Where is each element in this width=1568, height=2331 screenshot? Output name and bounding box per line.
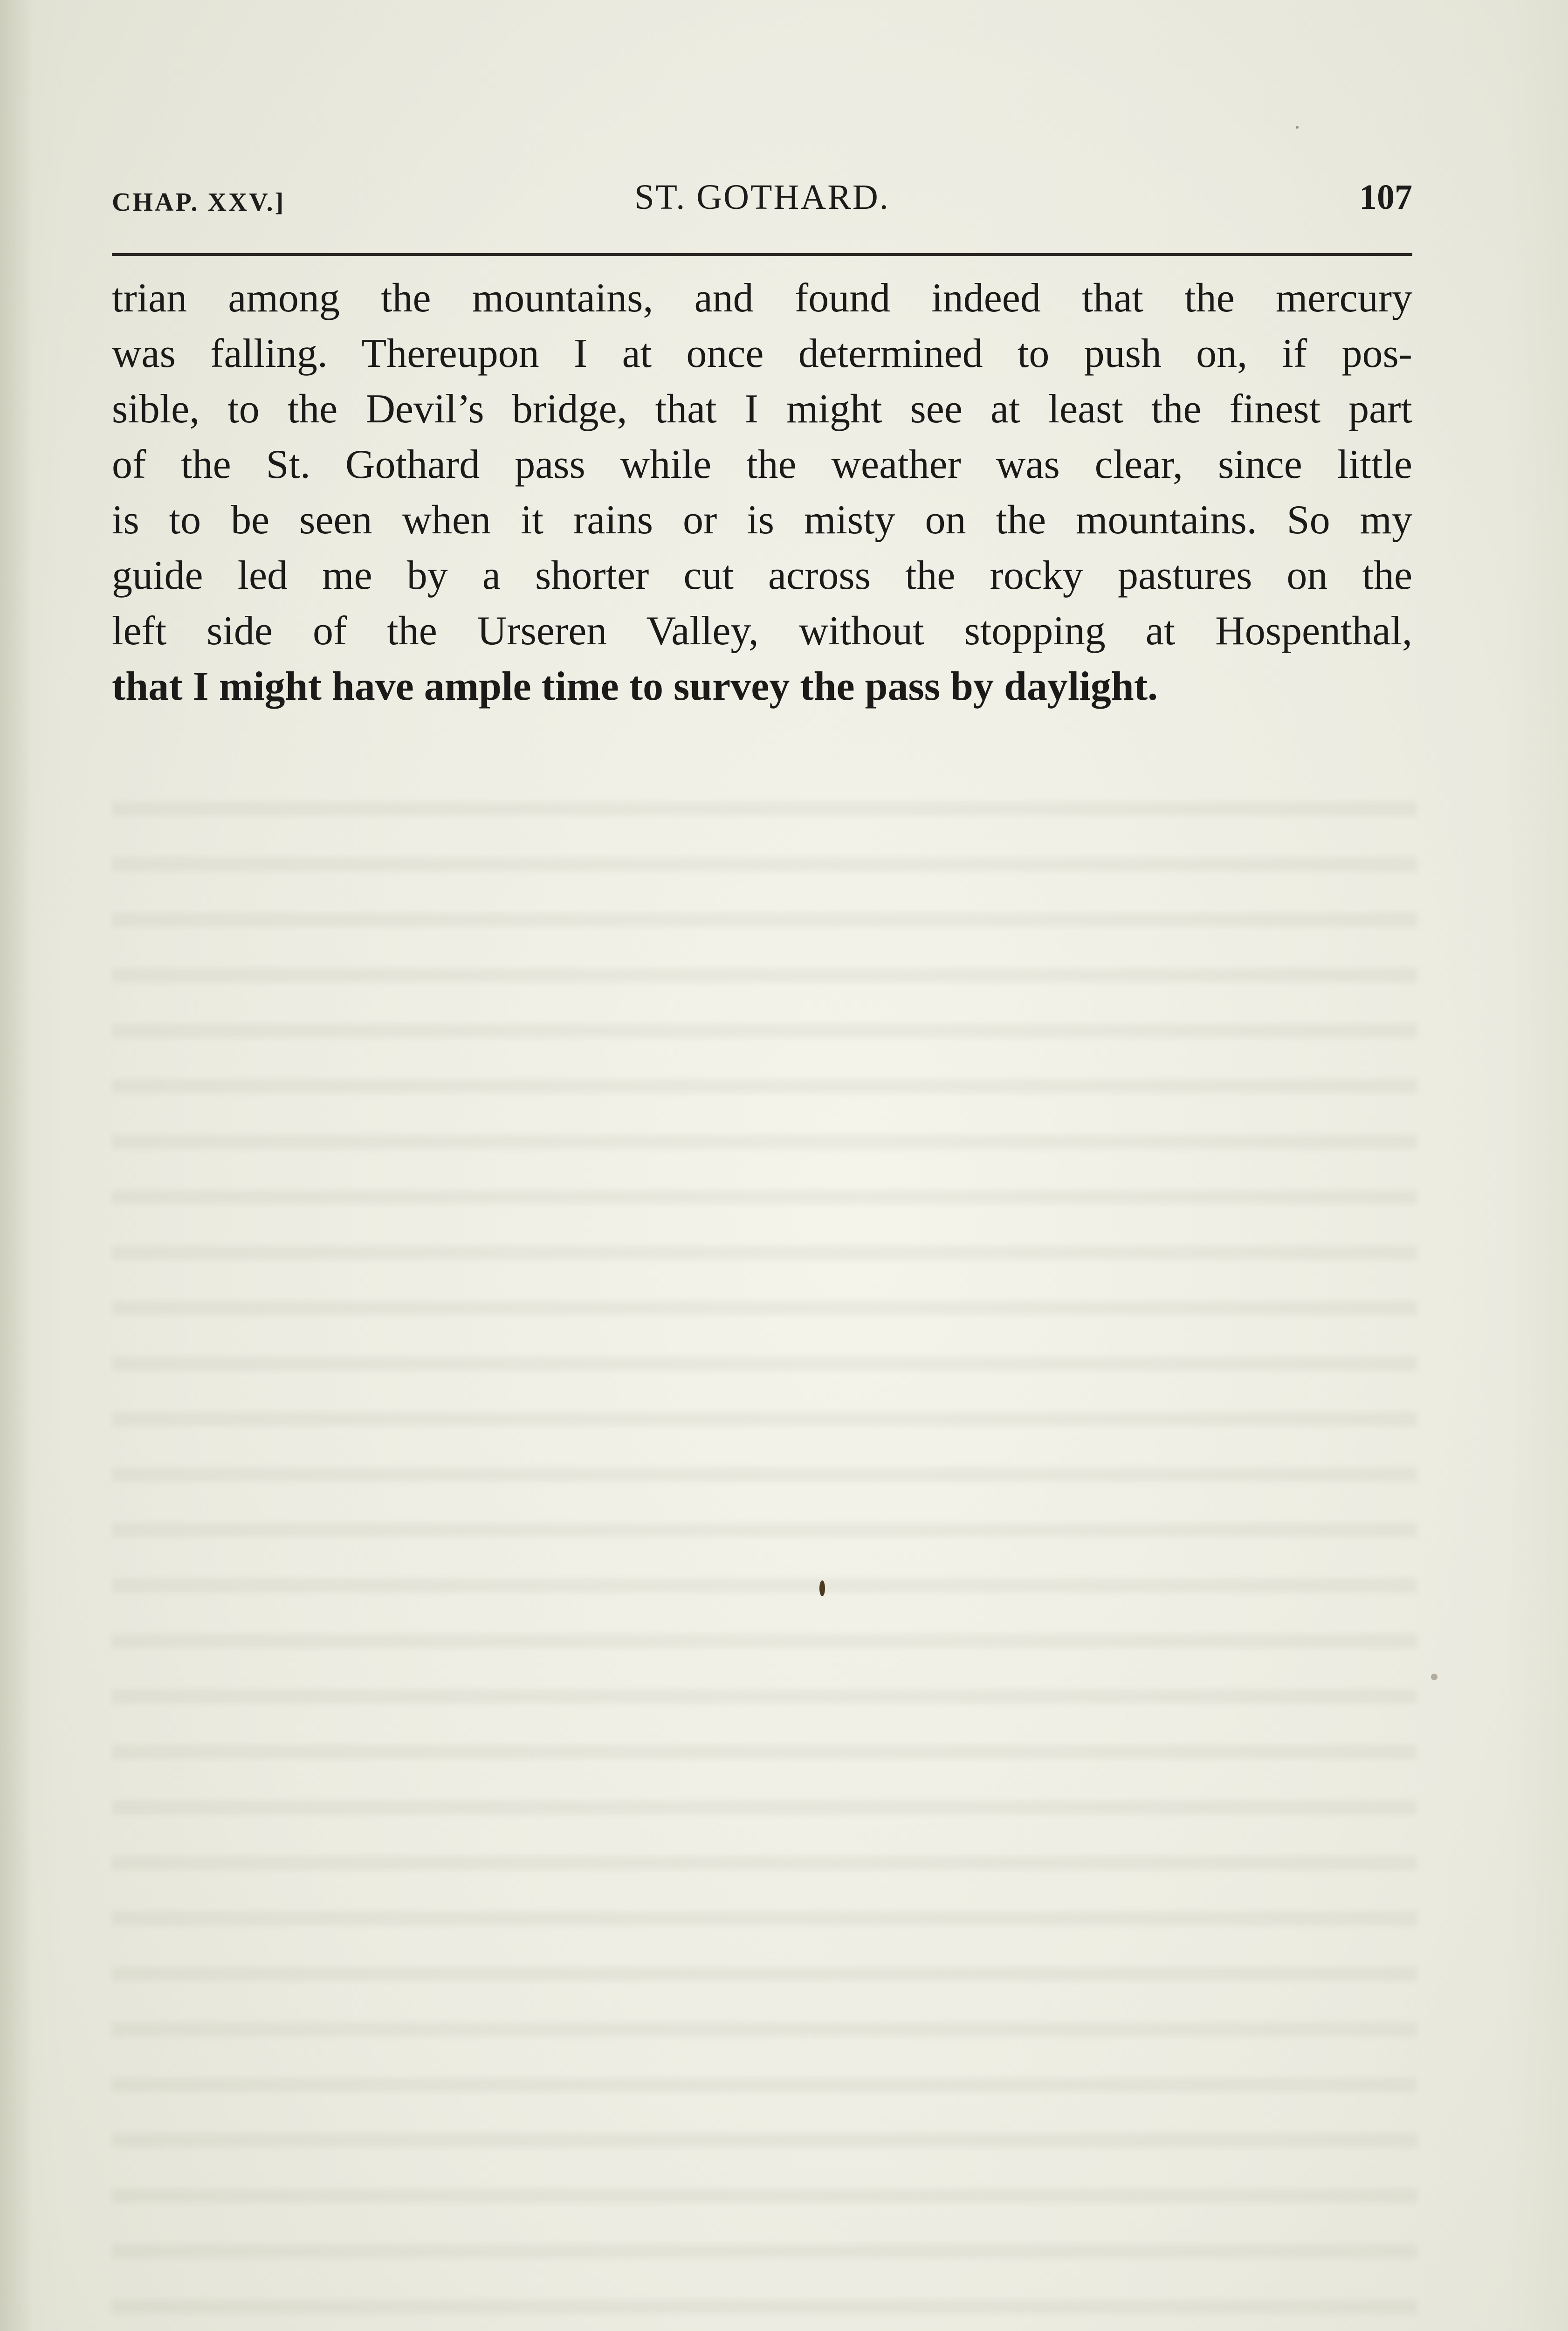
- chapter-label: CHAP. XXV.]: [112, 188, 286, 217]
- header-rule: [112, 253, 1412, 256]
- running-title: ST. GOTHARD.: [634, 178, 890, 217]
- text-line: left side of the Urseren Valley, without stopping at Hospenthal,: [112, 608, 1412, 654]
- text-line: sible, to the Devil’s bridge, that I might see at least the finest part: [112, 386, 1412, 432]
- text-line: guide led me by a shorter cut across the rocky pastures on the: [112, 553, 1412, 598]
- show-through-text: [112, 769, 1417, 2331]
- text-line: is to be seen when it rains or is misty on the mountains. So my: [112, 497, 1412, 543]
- body-paragraph: [112, 270, 1412, 714]
- paper-speck: [1431, 1674, 1437, 1680]
- page-gutter-shadow: [0, 0, 33, 2331]
- running-head: [112, 177, 1412, 233]
- text-line: was falling. Thereupon I at once determined to push on, if pos-: [112, 331, 1412, 376]
- paper-speck: [819, 1580, 825, 1596]
- paper-speck: [1296, 126, 1299, 129]
- text-line: of the St. Gothard pass while the weather was clear, since little: [112, 442, 1412, 487]
- page-number: 107: [1359, 178, 1412, 217]
- text-line: that I might have ample time to survey the pass by daylight.: [112, 664, 1158, 709]
- text-line: trian among the mountains, and found indeed that the mercury: [112, 276, 1412, 321]
